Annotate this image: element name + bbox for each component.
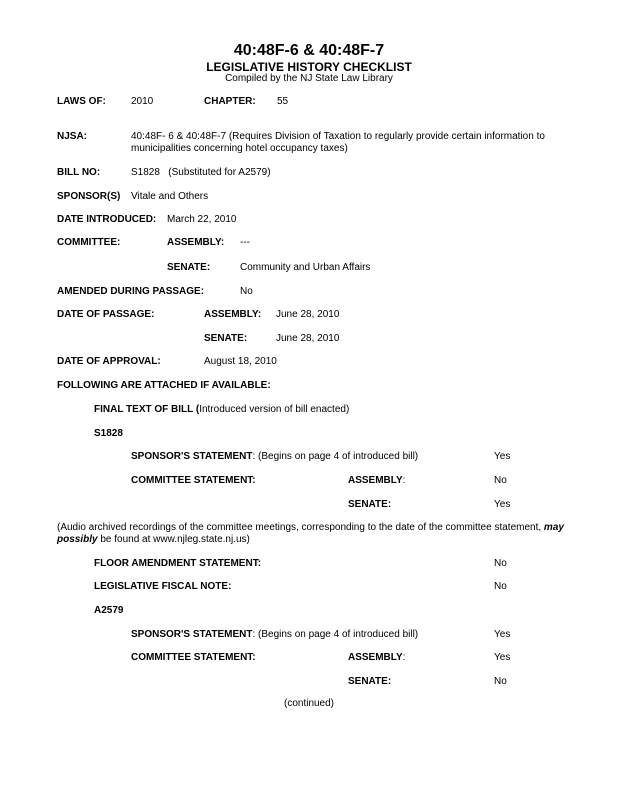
- s1828-sponsor-value: Yes: [494, 451, 511, 462]
- a2579-sponsor-label: SPONSOR'S STATEMENT: [131, 629, 253, 640]
- passage-assembly-value: June 28, 2010: [276, 309, 340, 320]
- following-heading: FOLLOWING ARE ATTACHED IF AVAILABLE:: [57, 380, 271, 391]
- s1828-senate-label: SENATE:: [348, 499, 392, 510]
- audio-note: [57, 522, 605, 546]
- amended-label: AMENDED DURING PASSAGE:: [57, 286, 205, 297]
- audio-note-text: (Audio archived recordings of the committee meetings, corresponding to the date of the committee statement,: [57, 522, 544, 533]
- laws-of-value: 2010: [131, 96, 154, 107]
- committee-label: COMMITTEE:: [57, 237, 121, 248]
- audio-note-link-text: be found at www.njleg.state.nj.us): [97, 534, 250, 545]
- sponsors-value: Vitale and Others: [131, 191, 209, 202]
- s1828-assembly-colon: :: [402, 475, 406, 486]
- committee-assembly-label: ASSEMBLY:: [167, 237, 225, 248]
- bill-no-value: S1828 (Substituted for A2579): [131, 167, 271, 178]
- final-text-note: Introduced version of bill enacted): [199, 404, 350, 415]
- final-text-line: [94, 404, 349, 416]
- committee-assembly-value: ---: [240, 237, 250, 248]
- date-introduced-label: DATE INTRODUCED:: [57, 214, 157, 225]
- a2579-assembly-label: ASSEMBLY: [348, 652, 403, 663]
- floor-amendment-value: No: [494, 558, 507, 569]
- passage-senate-label: SENATE:: [204, 333, 248, 344]
- a2579-assembly-value: Yes: [494, 652, 511, 663]
- page-title: 40:48F-6 & 40:48F-7: [233, 42, 385, 59]
- a2579-assembly-line: [348, 652, 405, 664]
- s1828-assembly-label: ASSEMBLY: [348, 475, 403, 486]
- s1828-sponsor-line: [131, 451, 418, 463]
- audio-note-emphasis: may possibly: [57, 522, 564, 545]
- s1828-assembly-line: [348, 475, 405, 487]
- approval-value: August 18, 2010: [204, 356, 277, 367]
- page-subtitle: LEGISLATIVE HISTORY CHECKLIST: [206, 60, 412, 74]
- s1828-sponsor-note: : (Begins on page 4 of introduced bill): [252, 451, 419, 462]
- njsa-label: NJSA:: [57, 131, 88, 142]
- s1828-committee-label: COMMITTEE STATEMENT:: [131, 475, 256, 486]
- laws-of-label: LAWS OF:: [57, 96, 106, 107]
- a2579-sponsor-value: Yes: [494, 629, 511, 640]
- njsa-value: 40:48F- 6 & 40:48F-7 (Requires Division of Taxation to regularly provide certain information to municipalities concerning hotel occupancy taxes): [131, 131, 545, 154]
- a2579-heading: A2579: [94, 605, 124, 616]
- s1828-sponsor-label: SPONSOR'S STATEMENT: [131, 451, 253, 462]
- a2579-senate-value: No: [494, 676, 507, 687]
- compiled-by: Compiled by the NJ State Law Library: [225, 73, 393, 84]
- a2579-sponsor-note: : (Begins on page 4 of introduced bill): [252, 629, 419, 640]
- amended-value: No: [240, 286, 253, 297]
- s1828-senate-value: Yes: [494, 499, 511, 510]
- passage-senate-value: June 28, 2010: [276, 333, 340, 344]
- bill-no-label: BILL NO:: [57, 167, 101, 178]
- fiscal-note-label: LEGISLATIVE FISCAL NOTE:: [94, 581, 232, 592]
- passage-assembly-label: ASSEMBLY:: [204, 309, 262, 320]
- passage-label: DATE OF PASSAGE:: [57, 309, 155, 320]
- approval-label: DATE OF APPROVAL:: [57, 356, 161, 367]
- continued-note: (continued): [283, 698, 335, 709]
- sponsors-label: SPONSOR(S): [57, 191, 121, 202]
- chapter-value: 55: [277, 96, 289, 107]
- a2579-assembly-colon: :: [402, 652, 406, 663]
- a2579-committee-label: COMMITTEE STATEMENT:: [131, 652, 256, 663]
- final-text-label: FINAL TEXT OF BILL (: [94, 404, 200, 415]
- a2579-sponsor-line: [131, 629, 418, 641]
- s1828-assembly-value: No: [494, 475, 507, 486]
- floor-amendment-label: FLOOR AMENDMENT STATEMENT:: [94, 558, 262, 569]
- s1828-heading: S1828: [94, 428, 123, 439]
- a2579-senate-label: SENATE:: [348, 676, 392, 687]
- date-introduced-value: March 22, 2010: [167, 214, 237, 225]
- fiscal-note-value: No: [494, 581, 507, 592]
- chapter-label: CHAPTER:: [204, 96, 256, 107]
- committee-senate-label: SENATE:: [167, 262, 211, 273]
- committee-senate-value: Community and Urban Affairs: [240, 262, 371, 273]
